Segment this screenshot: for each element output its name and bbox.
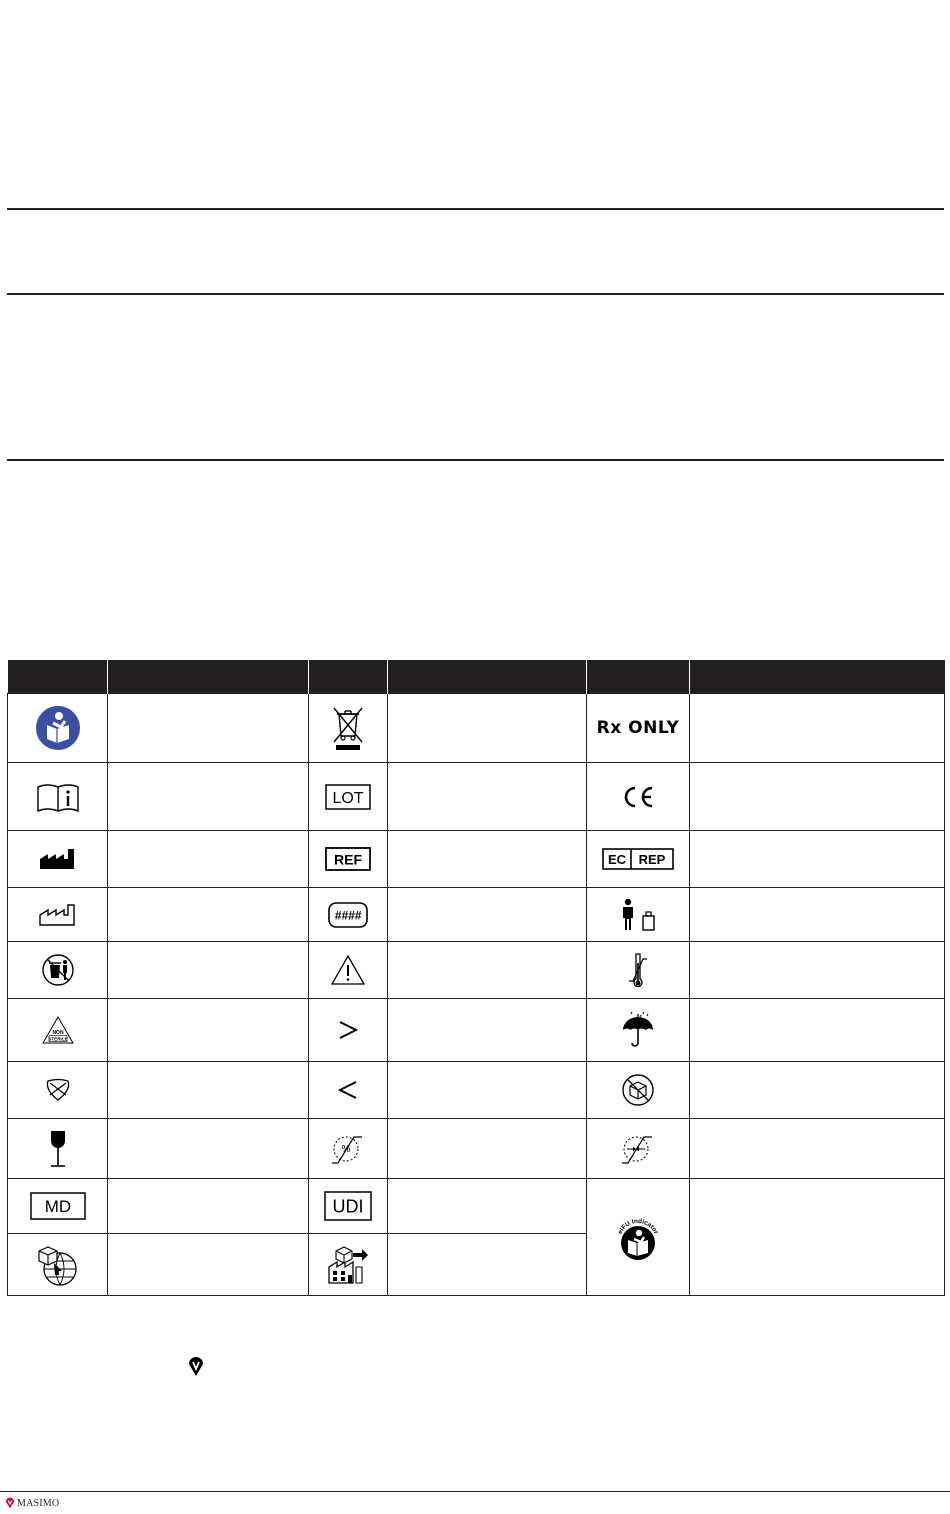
less-than-icon xyxy=(337,1079,359,1101)
description-cell xyxy=(388,694,587,763)
symbol-cell xyxy=(309,1119,388,1179)
svg-text:MD: MD xyxy=(44,1197,71,1216)
latex-free-icon xyxy=(44,1078,72,1102)
masimo-mark-icon xyxy=(188,1355,204,1377)
table-row xyxy=(8,999,945,1062)
svg-text:eIFU Indicator: eIFU Indicator xyxy=(616,1217,660,1236)
description-cell xyxy=(690,888,945,942)
do-not-use-if-damaged-icon xyxy=(621,1073,655,1107)
symbol-cell xyxy=(587,1062,690,1119)
ec-rep-icon xyxy=(602,848,674,870)
description-cell xyxy=(690,1119,945,1179)
symbol-cell xyxy=(587,942,690,999)
description-cell xyxy=(388,1062,587,1119)
atmospheric-pressure-icon xyxy=(618,1131,658,1167)
table-row xyxy=(8,763,945,831)
symbol-cell xyxy=(8,888,108,942)
non-sterile-icon xyxy=(41,1015,75,1045)
description-cell xyxy=(388,1234,587,1296)
model-number-icon xyxy=(328,902,368,928)
description-cell xyxy=(388,831,587,888)
table-row xyxy=(8,1062,945,1119)
symbol-cell xyxy=(8,1234,108,1296)
description-cell xyxy=(388,763,587,831)
consult-instructions-icon xyxy=(35,781,81,813)
divider-3 xyxy=(7,459,944,461)
symbol-cell xyxy=(587,1179,690,1296)
header-cell xyxy=(690,660,945,694)
description-cell xyxy=(388,1179,587,1234)
description-cell xyxy=(690,831,945,888)
symbol-cell xyxy=(8,1179,108,1234)
description-cell xyxy=(690,694,945,763)
weee-crossed-bin-icon xyxy=(330,704,366,752)
symbol-cell xyxy=(587,694,690,763)
ce-mark-icon xyxy=(621,785,655,809)
symbol-cell xyxy=(587,999,690,1062)
symbol-cell xyxy=(8,942,108,999)
description-cell xyxy=(108,888,309,942)
manufacturer-icon xyxy=(38,847,78,871)
description-cell xyxy=(690,942,945,999)
header-cell xyxy=(108,660,309,694)
svg-text:EC: EC xyxy=(607,852,627,867)
symbol-cell xyxy=(587,831,690,888)
greater-than-icon xyxy=(337,1019,359,1041)
keep-dry-icon xyxy=(620,1010,656,1050)
header-cell xyxy=(587,660,690,694)
table-header-row xyxy=(8,660,945,694)
lot-number-icon xyxy=(325,784,371,810)
header-cell xyxy=(388,660,587,694)
svg-text:NON: NON xyxy=(51,1030,64,1036)
masimo-logo-icon xyxy=(5,1497,15,1509)
footer-divider xyxy=(0,1491,950,1492)
symbol-cell xyxy=(8,831,108,888)
symbols-table xyxy=(7,660,945,1296)
table-row xyxy=(8,942,945,999)
header-cell xyxy=(309,660,388,694)
udi-icon xyxy=(324,1191,372,1221)
symbol-cell xyxy=(309,999,388,1062)
humidity-limitation-icon xyxy=(328,1131,368,1167)
table-row xyxy=(8,1119,945,1179)
symbol-cell xyxy=(309,1062,388,1119)
importer-icon xyxy=(36,1243,80,1287)
description-cell xyxy=(388,999,587,1062)
temperature-limit-icon xyxy=(625,951,651,989)
description-cell xyxy=(108,1179,309,1234)
svg-text:%: % xyxy=(341,1143,351,1155)
description-cell xyxy=(108,1234,309,1296)
description-cell xyxy=(108,1119,309,1179)
symbol-cell xyxy=(8,763,108,831)
symbol-cell xyxy=(309,831,388,888)
follow-instructions-icon xyxy=(35,705,81,751)
description-cell xyxy=(690,999,945,1062)
symbol-cell xyxy=(8,694,108,763)
symbol-cell xyxy=(8,1062,108,1119)
header-cell xyxy=(8,660,108,694)
description-cell xyxy=(108,1062,309,1119)
efu-indicator-icon xyxy=(614,1211,662,1263)
caution-icon xyxy=(330,954,366,986)
table-row xyxy=(8,888,945,942)
svg-text:LOT: LOT xyxy=(332,789,364,807)
footer-brand-text: MASIMO xyxy=(17,1497,60,1509)
description-cell xyxy=(108,999,309,1062)
description-cell xyxy=(108,942,309,999)
do-not-discard-icon xyxy=(41,953,75,987)
footer-brand-logo xyxy=(5,1496,59,1510)
description-cell xyxy=(388,1119,587,1179)
divider-1 xyxy=(7,208,944,210)
svg-text:####: #### xyxy=(334,908,362,922)
description-cell xyxy=(388,888,587,942)
symbol-cell xyxy=(8,999,108,1062)
svg-text:REP: REP xyxy=(638,852,666,867)
svg-text:UDI: UDI xyxy=(332,1196,364,1217)
description-cell xyxy=(108,763,309,831)
description-cell xyxy=(108,831,309,888)
rx-only-label: Rx ONLY xyxy=(596,718,680,738)
symbol-cell xyxy=(309,888,388,942)
date-of-manufacture-icon xyxy=(38,903,78,927)
symbol-cell xyxy=(587,763,690,831)
table-row xyxy=(8,1179,945,1234)
medical-device-icon xyxy=(30,1192,86,1220)
symbol-cell xyxy=(309,694,388,763)
divider-2 xyxy=(7,293,944,295)
table-row xyxy=(8,694,945,763)
body-weight-icon xyxy=(618,898,658,932)
svg-text:REF: REF xyxy=(334,851,362,868)
symbol-cell xyxy=(309,1234,388,1296)
symbol-cell xyxy=(587,1119,690,1179)
symbol-cell xyxy=(309,942,388,999)
description-cell xyxy=(388,942,587,999)
svg-text:STERILE: STERILE xyxy=(47,1036,68,1042)
fragile-icon xyxy=(48,1129,68,1169)
symbol-cell xyxy=(8,1119,108,1179)
symbol-cell xyxy=(587,888,690,942)
symbol-cell xyxy=(309,1179,388,1234)
description-cell xyxy=(690,1062,945,1119)
symbol-cell xyxy=(309,763,388,831)
description-cell xyxy=(108,694,309,763)
distributor-icon xyxy=(326,1245,370,1285)
description-cell xyxy=(690,1179,945,1296)
catalogue-number-icon xyxy=(325,847,371,871)
table-row xyxy=(8,831,945,888)
description-cell xyxy=(690,763,945,831)
